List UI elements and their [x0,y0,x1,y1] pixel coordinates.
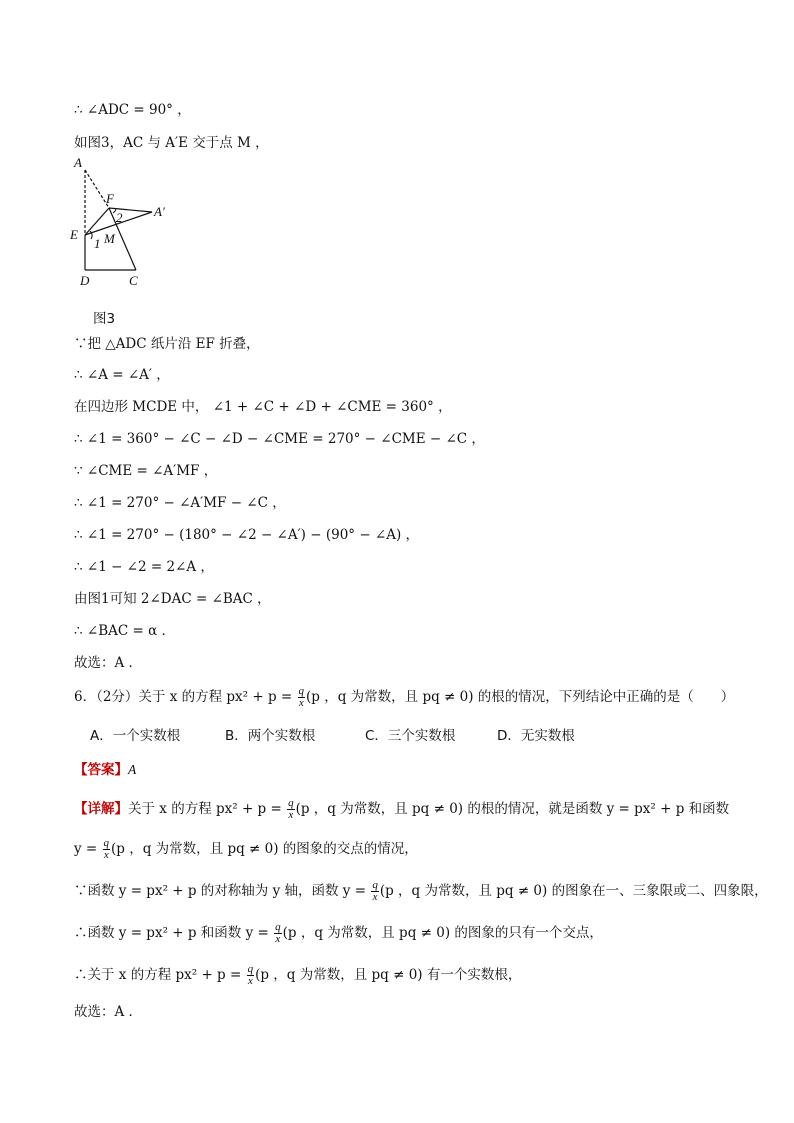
fraction-q-over-x: $\frac{q}{x}$ [372,879,378,903]
answer-line [74,760,136,780]
figure-3-diagram [64,150,194,295]
answer-value: A [128,762,137,777]
solution-line-6: ∴ ∠1 = 360° − ∠C − ∠D − ∠CME = 270° − ∠CME − ∠C ， [74,431,485,447]
option-b: B．两个实数根 [225,728,316,744]
label-1: 1 [94,236,101,251]
detail-line-1: 【详解】关于 x 的方程 px² + p = $\frac{q}{x}$ (p ，q 为常数，且 pq ≠ 0) 的根的情况，就是函数 y = px² + p 和函数 [74,797,730,821]
solution-line-12: ∴ ∠BAC = α ． [74,623,175,639]
solution-line-11: 由图1可知 2∠DAC = ∠BAC ， [74,591,271,607]
option-c: C．三个实数根 [365,728,456,744]
label-M: M [104,231,115,246]
label-F: F [106,191,114,206]
detail-line-3: ∵函数 y = px² + p 的对称轴为 y 轴，函数 y = $\frac{q}{x}$ (p ，q 为常数，且 pq ≠ 0) 的图象在一、三象限或二、四象限， [74,879,768,903]
detail-line-6: 故选：A ． [74,1004,143,1020]
answer-tag: 【答案】 [74,762,128,778]
detail-line-4: ∴函数 y = px² + p 和函数 y = $\frac{q}{x}$ (p ，q 为常数，且 pq ≠ 0) 的图象的只有一个交点， [74,921,603,945]
fraction-q-over-x: $\frac{q}{x}$ [247,963,254,987]
label-D: D [80,273,90,288]
solution-line-10: ∴ ∠1 − ∠2 = 2∠A ， [74,559,214,575]
option-d: D．无实数根 [497,728,575,744]
solution-line-1: ∴ ∠ADC = 90° ， [74,102,191,118]
label-A-prime: A′ [154,204,165,219]
detail-line-5: ∴关于 x 的方程 px² + p = $\frac{q}{x}$ (p ，q 为常数，且 pq ≠ 0) 有一个实数根， [74,963,522,987]
solution-line-9: ∴ ∠1 = 270° − (180° − ∠2 − ∠A′) − (90° − ∠A) ， [74,527,420,543]
solution-line-5: 在四边形 MCDE 中， ∠1 + ∠C + ∠D + ∠CME = 360° ， [74,399,452,415]
label-A: A [74,155,82,170]
question-6 [74,686,734,709]
label-E: E [70,227,78,242]
detail-tag: 【详解】 [74,801,128,817]
label-2: 2 [116,210,123,225]
fraction-q-over-x: $\frac{q}{x}$ [103,837,110,861]
option-a: A．一个实数根 [90,728,181,744]
solution-line-13: 故选：A ． [74,655,143,671]
question-6-tail: (p ，q 为常数，且 pq ≠ 0) 的根的情况，下列结论中正确的是（ ） [306,689,735,705]
fraction-q-over-x: $\frac{q}{x}$ [288,797,294,821]
question-6-options [90,726,575,746]
question-6-stem: 6．（2分）关于 x 的方程 px² + p = [74,689,297,705]
solution-line-2: 如图3，AC 与 A′E 交于点 M ， [74,135,269,151]
solution-line-3: ∵把 △ADC 纸片沿 EF 折叠， [74,336,260,352]
figure-caption: 图3 [93,311,116,327]
solution-line-4: ∴ ∠A = ∠A′ ， [74,367,170,383]
label-C: C [129,273,138,288]
solution-line-7: ∵ ∠CME = ∠A′MF ， [74,463,218,479]
solution-line-8: ∴ ∠1 = 270° − ∠A′MF − ∠C ， [74,495,286,511]
detail-line-2: y = $\frac{q}{x}$ (p ，q 为常数，且 pq ≠ 0) 的图象的交点的情况， [74,837,418,861]
fraction-q-over-x: $\frac{q}{x}$ [298,685,305,709]
fraction-q-over-x: $\frac{q}{x}$ [275,921,281,945]
